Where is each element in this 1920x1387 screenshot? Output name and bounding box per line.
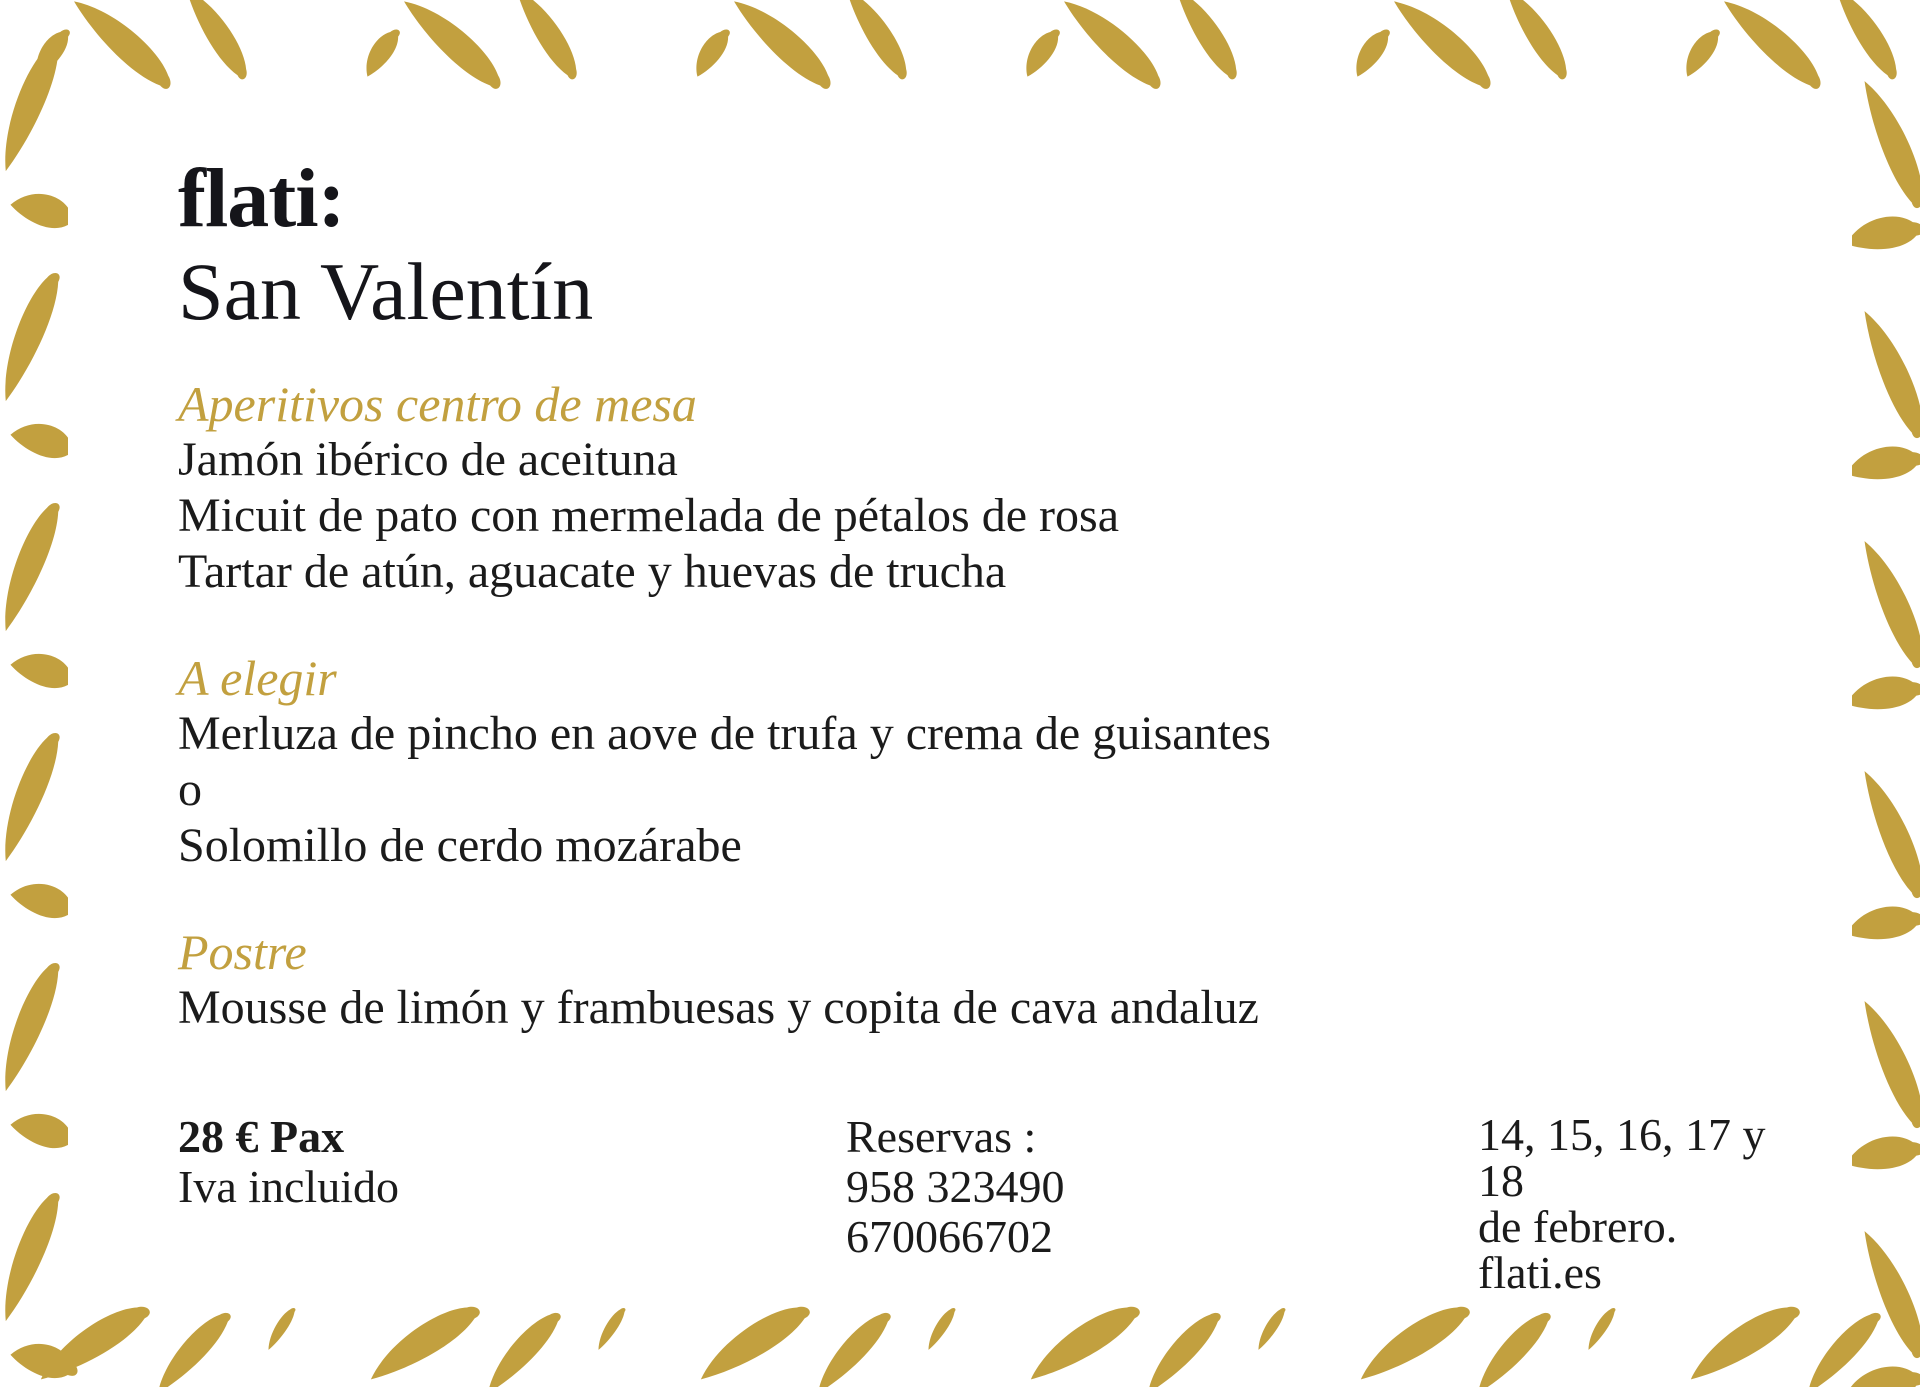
- gold-brush-stroke: [1139, 1304, 1226, 1387]
- gold-brush-stroke: [0, 957, 66, 1096]
- menu-content: [178, 152, 1778, 1086]
- reservations-label: Reservas :: [846, 1111, 1037, 1162]
- menu-item: Tartar de atún, aguacate y huevas de trucha: [178, 545, 1007, 598]
- gold-brush-stroke: [688, 23, 734, 82]
- gold-brush-stroke: [0, 1187, 66, 1326]
- phone-number: 958 323490: [846, 1161, 1065, 1212]
- dates-block: [1478, 1109, 1778, 1298]
- menu-section-appetizers: [178, 376, 1778, 600]
- gold-brush-stroke: [1842, 898, 1920, 949]
- gold-brush-stroke: [1678, 23, 1724, 82]
- menu-card: [68, 92, 1852, 1298]
- section-title: Aperitivos centro de mesa: [178, 376, 697, 432]
- gold-brush-stroke: [1254, 1305, 1288, 1353]
- gold-brush-stroke: [1352, 1293, 1475, 1387]
- price-block: [178, 1112, 399, 1212]
- gold-brush-stroke: [1018, 23, 1064, 82]
- price: 28 € Pax: [178, 1111, 345, 1162]
- gold-brush-stroke: [0, 267, 66, 406]
- gold-brush-stroke: [1055, 0, 1172, 95]
- menu-section-dessert: [178, 924, 1778, 1036]
- gold-brush-stroke: [809, 1304, 896, 1387]
- gold-brush-stroke: [1682, 1293, 1805, 1387]
- gold-brush-stroke: [1842, 1358, 1920, 1387]
- dates-text: de febrero.: [1478, 1201, 1678, 1252]
- gold-brush-stroke: [1852, 75, 1920, 211]
- gold-brush-stroke: [1852, 995, 1920, 1131]
- price-note: Iva incluido: [178, 1161, 399, 1212]
- gold-brush-stroke: [1469, 1304, 1556, 1387]
- gold-brush-stroke: [177, 0, 258, 83]
- gold-brush-stroke: [1852, 305, 1920, 441]
- gold-brush-stroke: [65, 0, 182, 95]
- gold-brush-stroke: [1852, 765, 1920, 901]
- gold-brush-stroke: [1842, 668, 1920, 719]
- gold-brush-stroke: [0, 727, 66, 866]
- section-title: A elegir: [178, 650, 337, 706]
- gold-brush-stroke: [395, 0, 512, 95]
- gold-brush-stroke: [0, 497, 66, 636]
- gold-brush-stroke: [264, 1305, 298, 1353]
- menu-sections: [178, 376, 1778, 1036]
- menu-item: Jamón ibérico de aceituna: [178, 433, 678, 486]
- gold-brush-stroke: [1852, 535, 1920, 671]
- website-text: flati.es: [1478, 1247, 1602, 1298]
- gold-brush-stroke: [507, 0, 588, 83]
- menu-item: Micuit de pato con mermelada de pétalos de rosa: [178, 489, 1119, 542]
- gold-brush-stroke: [1348, 23, 1394, 82]
- menu-item: Merluza de pincho en aove de trufa y crema de guisantes: [178, 707, 1271, 760]
- gold-brush-stroke: [837, 0, 918, 83]
- brand-name: flati:: [178, 152, 345, 245]
- gold-brush-stroke: [924, 1305, 958, 1353]
- phone-number: 670066702: [846, 1211, 1053, 1262]
- gold-brush-stroke: [0, 37, 66, 176]
- gold-brush-stroke: [1715, 0, 1832, 95]
- menu-item: Mousse de limón y frambuesas y copita de cava andaluz: [178, 981, 1259, 1034]
- gold-brush-stroke: [1842, 208, 1920, 259]
- gold-brush-stroke: [1842, 1128, 1920, 1179]
- gold-brush-stroke: [1022, 1293, 1145, 1387]
- menu-item-separator: o: [178, 763, 202, 816]
- gold-brush-stroke: [149, 1304, 236, 1387]
- gold-brush-stroke: [1827, 0, 1908, 83]
- gold-brush-stroke: [692, 1293, 815, 1387]
- gold-brush-stroke: [479, 1304, 566, 1387]
- menu-title: San Valentín: [178, 246, 594, 337]
- menu-section-main-choice: [178, 650, 1778, 874]
- gold-brush-stroke: [362, 1293, 485, 1387]
- gold-brush-stroke: [1842, 438, 1920, 489]
- gold-brush-stroke: [1385, 0, 1502, 95]
- menu-item: Solomillo de cerdo mozárabe: [178, 819, 742, 872]
- gold-brush-stroke: [358, 23, 404, 82]
- dates-text: 14, 15, 16, 17 y 18: [1478, 1109, 1766, 1206]
- gold-brush-stroke: [1584, 1305, 1618, 1353]
- section-title: Postre: [178, 924, 307, 980]
- gold-brush-stroke: [1497, 0, 1578, 83]
- gold-brush-stroke: [594, 1305, 628, 1353]
- gold-brush-stroke: [1167, 0, 1248, 83]
- gold-brush-stroke: [725, 0, 842, 95]
- reservations-block: [846, 1112, 1065, 1262]
